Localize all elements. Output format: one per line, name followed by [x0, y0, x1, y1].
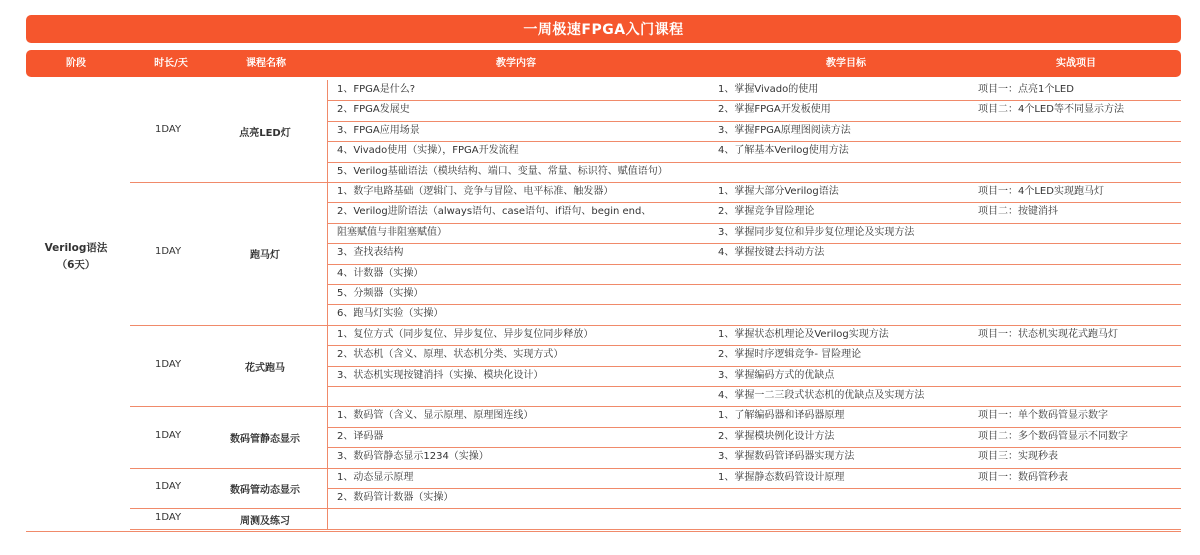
goal-cell: 2、掌握模块例化设计方法: [718, 430, 835, 442]
header-content: 教学内容: [496, 58, 536, 69]
course-divider: [130, 508, 1181, 509]
duration-cell: 1DAY: [155, 246, 182, 258]
row-divider: [327, 304, 1181, 305]
content-cell: 5、分频器（实操）: [337, 288, 424, 299]
header-course: 课程名称: [246, 58, 286, 69]
project-cell: 项目一：点亮1个LED: [978, 84, 1074, 95]
goal-cell: 3、掌握编码方式的优缺点: [718, 369, 835, 381]
stage-name: Verilog语法: [44, 242, 108, 254]
content-cell: 3、数码管静态显示1234（实操）: [337, 451, 489, 463]
duration-cell: 1DAY: [155, 124, 182, 135]
goal-cell: 1、掌握状态机理论及Verilog实现方法: [718, 328, 889, 340]
goal-cell: 3、掌握FPGA原理图阅读方法: [718, 124, 851, 136]
project-cell: 项目二：4个LED等不同显示方法: [978, 104, 1124, 116]
content-cell: 4、计数器（实操）: [337, 267, 424, 279]
content-cell: 2、数码管计数器（实操）: [337, 492, 454, 503]
content-cell: 2、译码器: [337, 430, 384, 442]
project-cell: 项目二：多个数码管显示不同数字: [978, 430, 1128, 442]
project-cell: 项目二：按键消抖: [978, 206, 1058, 218]
row-divider: [327, 264, 1181, 265]
content-cell: 3、查找表结构: [337, 247, 404, 259]
content-cell: 6、跑马灯实验（实操）: [337, 308, 444, 320]
goal-cell: 1、掌握大部分Verilog语法: [718, 186, 839, 197]
project-cell: 项目一：4个LED实现跑马灯: [978, 186, 1104, 197]
course-name-cell: 数码管动态显示: [230, 485, 300, 496]
row-divider: [327, 284, 1181, 285]
header-duration: 时长/天: [154, 58, 188, 69]
duration-cell: 1DAY: [155, 430, 182, 441]
goal-cell: 4、掌握按键去抖动方法: [718, 247, 825, 259]
duration-cell: 1DAY: [155, 481, 182, 492]
course-name-cell: 跑马灯: [250, 250, 280, 262]
project-cell: 项目一：单个数码管显示数字: [978, 410, 1108, 422]
content-cell: 3、状态机实现按键消抖（实操、模块化设计）: [337, 369, 544, 381]
goal-cell: 3、掌握数码管译码器实现方法: [718, 451, 855, 463]
duration-cell: 1DAY: [155, 358, 182, 370]
goal-cell: 4、了解基本Verilog使用方法: [718, 145, 849, 157]
column-divider: [327, 80, 328, 529]
content-cell: 4、Vivado使用（实操），FPGA开发流程: [337, 145, 519, 157]
course-name-cell: 点亮LED灯: [239, 128, 291, 139]
content-cell: 1、数字电路基础（逻辑门、竞争与冒险、电平标准、触发器）: [337, 186, 614, 197]
page-title: 一周极速FPGA入门课程: [26, 15, 1181, 43]
goal-cell: 1、了解编码器和译码器原理: [718, 410, 845, 422]
content-cell: 阻塞赋值与非阻塞赋值）: [337, 226, 447, 238]
content-cell: 5、Verilog基础语法（模块结构、端口、变量、常量、标识符、赋值语句）: [337, 165, 668, 177]
table-bottom-border: [26, 531, 1181, 532]
goal-cell: 2、掌握FPGA开发板使用: [718, 104, 831, 116]
duration-cell: 1DAY: [155, 511, 182, 523]
content-cell: 2、FPGA发展史: [337, 104, 410, 116]
content-cell: 1、数码管（含义、显示原理、原理图连线）: [337, 410, 534, 422]
stage-cell: [26, 240, 126, 274]
row-divider: [327, 488, 1181, 489]
content-cell: 1、FPGA是什么?: [337, 84, 416, 95]
goal-cell: 3、掌握同步复位和异步复位理论及实现方法: [718, 226, 915, 238]
project-cell: 项目一：数码管秒表: [978, 471, 1068, 483]
project-cell: 项目三：实现秒表: [978, 451, 1058, 463]
header-goal: 教学目标: [826, 58, 866, 69]
content-cell: 1、动态显示原理: [337, 471, 414, 483]
header-stage: 阶段: [66, 58, 86, 69]
course-name-cell: 数码管静态显示: [230, 434, 300, 445]
goal-cell: 1、掌握Vivado的使用: [718, 84, 819, 95]
course-divider: [130, 529, 1181, 530]
content-cell: 2、状态机（含义、原理、状态机分类、实现方式）: [337, 349, 564, 361]
content-cell: 2、Verilog进阶语法（always语句、case语句、if语句、begin end、: [337, 206, 652, 218]
goal-cell: 2、掌握时序逻辑竞争- 冒险理论: [718, 349, 862, 361]
stage-days: （6天）: [56, 259, 96, 271]
course-name-cell: 花式跑马: [245, 362, 285, 374]
project-cell: 项目一：状态机实现花式跑马灯: [978, 328, 1118, 340]
course-name-cell: 周测及练习: [240, 515, 290, 527]
content-cell: 1、复位方式（同步复位、异步复位、异步复位同步释放）: [337, 328, 594, 340]
goal-cell: 4、掌握一二三段式状态机的优缺点及实现方法: [718, 390, 925, 401]
goal-cell: 1、掌握静态数码管设计原理: [718, 471, 845, 483]
goal-cell: 2、掌握竞争冒险理论: [718, 206, 815, 218]
header-project: 实战项目: [1056, 58, 1096, 69]
content-cell: 3、FPGA应用场景: [337, 124, 420, 136]
